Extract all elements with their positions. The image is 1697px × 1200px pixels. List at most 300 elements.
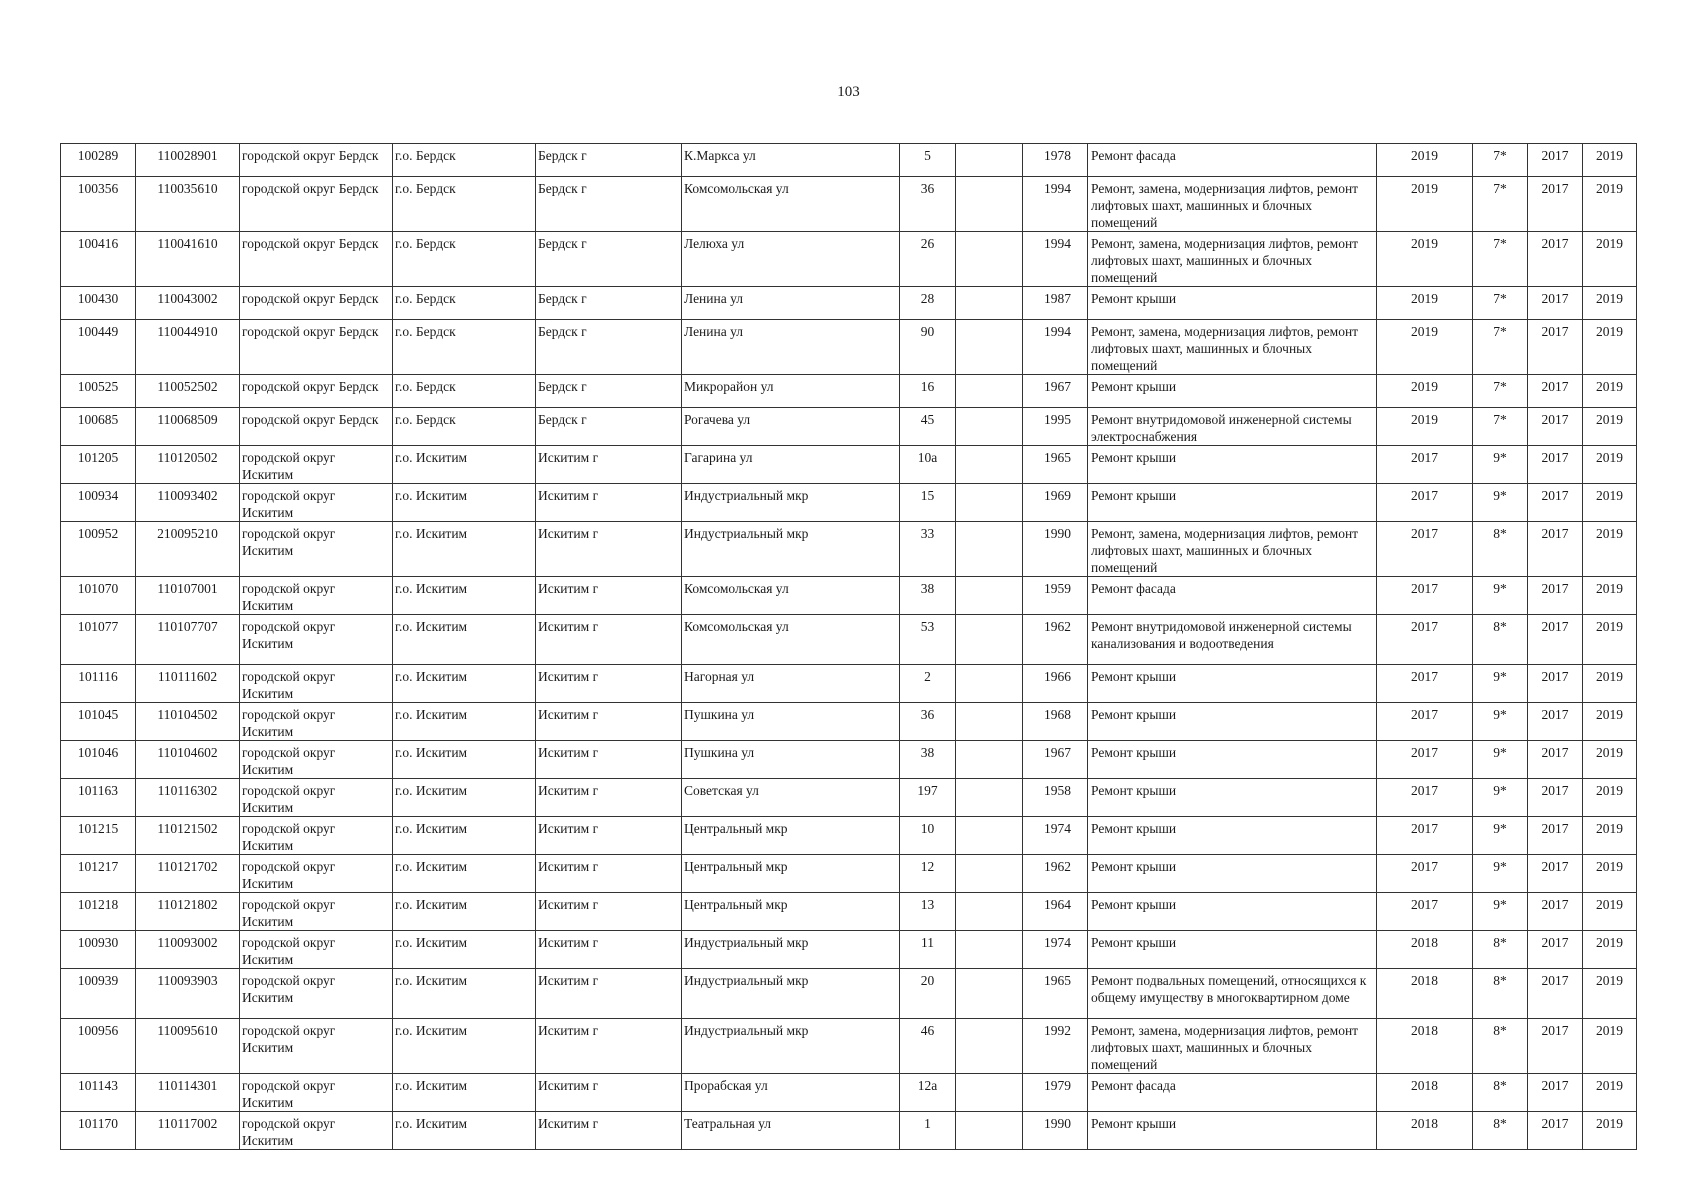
cell-house: 38 <box>900 741 956 779</box>
cell-period-start: 2017 <box>1528 893 1583 931</box>
cell-city: Искитим г <box>536 577 682 615</box>
cell-period-start: 2017 <box>1528 779 1583 817</box>
cell-extra <box>956 287 1023 320</box>
cell-floors: 9* <box>1473 665 1528 703</box>
cell-code: 110117002 <box>136 1112 240 1150</box>
cell-city: Искитим г <box>536 893 682 931</box>
cell-period-end: 2019 <box>1583 577 1637 615</box>
cell-district: городской округ Бердск <box>240 177 393 232</box>
cell-period-end: 2019 <box>1583 817 1637 855</box>
cell-district: городской округ Искитим <box>240 779 393 817</box>
cell-street: К.Маркса ул <box>682 144 900 177</box>
cell-period-start: 2017 <box>1528 232 1583 287</box>
cell-id: 101116 <box>61 665 136 703</box>
cell-district: городской округ Искитим <box>240 931 393 969</box>
cell-id: 100449 <box>61 320 136 375</box>
cell-work-type: Ремонт подвальных помещений, относящихся к общему имуществу в многоквартирном доме <box>1088 969 1377 1019</box>
cell-municipality: г.о. Искитим <box>393 446 536 484</box>
cell-district: городской округ Искитим <box>240 817 393 855</box>
cell-floors: 8* <box>1473 1112 1528 1150</box>
cell-plan-year: 2019 <box>1377 144 1473 177</box>
cell-district: городской округ Бердск <box>240 375 393 408</box>
cell-code: 110095610 <box>136 1019 240 1074</box>
cell-house: 15 <box>900 484 956 522</box>
cell-work-type: Ремонт, замена, модернизация лифтов, ремонт лифтовых шахт, машинных и блочных помещений <box>1088 522 1377 577</box>
cell-street: Комсомольская ул <box>682 177 900 232</box>
cell-district: городской округ Искитим <box>240 1019 393 1074</box>
cell-extra <box>956 817 1023 855</box>
cell-extra <box>956 703 1023 741</box>
cell-work-type: Ремонт крыши <box>1088 1112 1377 1150</box>
cell-work-type: Ремонт крыши <box>1088 287 1377 320</box>
cell-plan-year: 2018 <box>1377 1074 1473 1112</box>
cell-district: городской округ Искитим <box>240 1112 393 1150</box>
cell-municipality: г.о. Искитим <box>393 779 536 817</box>
cell-municipality: г.о. Искитим <box>393 522 536 577</box>
cell-year-built: 1967 <box>1023 375 1088 408</box>
cell-house: 16 <box>900 375 956 408</box>
cell-floors: 9* <box>1473 446 1528 484</box>
cell-district: городской округ Искитим <box>240 484 393 522</box>
cell-extra <box>956 144 1023 177</box>
cell-street: Индустриальный мкр <box>682 1019 900 1074</box>
cell-district: городской округ Искитим <box>240 522 393 577</box>
cell-id: 100525 <box>61 375 136 408</box>
cell-year-built: 1978 <box>1023 144 1088 177</box>
cell-plan-year: 2017 <box>1377 446 1473 484</box>
cell-street: Ленина ул <box>682 320 900 375</box>
cell-year-built: 1967 <box>1023 741 1088 779</box>
cell-plan-year: 2018 <box>1377 969 1473 1019</box>
cell-period-start: 2017 <box>1528 446 1583 484</box>
cell-id: 100685 <box>61 408 136 446</box>
cell-municipality: г.о. Бердск <box>393 320 536 375</box>
cell-house: 45 <box>900 408 956 446</box>
table-row <box>61 931 1637 969</box>
cell-work-type: Ремонт крыши <box>1088 375 1377 408</box>
cell-plan-year: 2017 <box>1377 855 1473 893</box>
cell-municipality: г.о. Искитим <box>393 931 536 969</box>
cell-year-built: 1968 <box>1023 703 1088 741</box>
cell-id: 101170 <box>61 1112 136 1150</box>
cell-period-start: 2017 <box>1528 1112 1583 1150</box>
cell-floors: 8* <box>1473 1074 1528 1112</box>
cell-code: 110107001 <box>136 577 240 615</box>
cell-municipality: г.о. Искитим <box>393 1019 536 1074</box>
cell-extra <box>956 408 1023 446</box>
cell-floors: 9* <box>1473 577 1528 615</box>
cell-year-built: 1958 <box>1023 779 1088 817</box>
cell-city: Искитим г <box>536 969 682 1019</box>
table-row <box>61 408 1637 446</box>
cell-street: Индустриальный мкр <box>682 484 900 522</box>
cell-period-start: 2017 <box>1528 1074 1583 1112</box>
cell-code: 110114301 <box>136 1074 240 1112</box>
cell-house: 46 <box>900 1019 956 1074</box>
table-body <box>61 144 1637 1150</box>
cell-work-type: Ремонт крыши <box>1088 931 1377 969</box>
cell-work-type: Ремонт крыши <box>1088 703 1377 741</box>
cell-id: 101218 <box>61 893 136 931</box>
cell-district: городской округ Искитим <box>240 577 393 615</box>
cell-year-built: 1994 <box>1023 320 1088 375</box>
cell-house: 36 <box>900 703 956 741</box>
cell-work-type: Ремонт крыши <box>1088 665 1377 703</box>
cell-house: 5 <box>900 144 956 177</box>
cell-house: 12а <box>900 1074 956 1112</box>
cell-code: 110052502 <box>136 375 240 408</box>
cell-floors: 9* <box>1473 703 1528 741</box>
cell-extra <box>956 577 1023 615</box>
cell-id: 101077 <box>61 615 136 665</box>
cell-period-start: 2017 <box>1528 577 1583 615</box>
table-row <box>61 615 1637 665</box>
cell-street: Комсомольская ул <box>682 577 900 615</box>
cell-floors: 8* <box>1473 931 1528 969</box>
cell-year-built: 1962 <box>1023 855 1088 893</box>
cell-code: 110068509 <box>136 408 240 446</box>
cell-period-start: 2017 <box>1528 1019 1583 1074</box>
cell-year-built: 1965 <box>1023 969 1088 1019</box>
cell-floors: 8* <box>1473 522 1528 577</box>
cell-city: Искитим г <box>536 446 682 484</box>
cell-plan-year: 2017 <box>1377 615 1473 665</box>
cell-period-start: 2017 <box>1528 931 1583 969</box>
cell-street: Гагарина ул <box>682 446 900 484</box>
cell-house: 11 <box>900 931 956 969</box>
cell-floors: 8* <box>1473 1019 1528 1074</box>
cell-period-end: 2019 <box>1583 703 1637 741</box>
cell-id: 100289 <box>61 144 136 177</box>
cell-period-end: 2019 <box>1583 969 1637 1019</box>
cell-district: городской округ Бердск <box>240 144 393 177</box>
cell-work-type: Ремонт, замена, модернизация лифтов, ремонт лифтовых шахт, машинных и блочных помещений <box>1088 1019 1377 1074</box>
cell-city: Искитим г <box>536 741 682 779</box>
cell-floors: 9* <box>1473 817 1528 855</box>
cell-id: 101217 <box>61 855 136 893</box>
cell-period-start: 2017 <box>1528 741 1583 779</box>
cell-street: Рогачева ул <box>682 408 900 446</box>
cell-plan-year: 2017 <box>1377 741 1473 779</box>
cell-municipality: г.о. Искитим <box>393 665 536 703</box>
cell-code: 210095210 <box>136 522 240 577</box>
cell-extra <box>956 615 1023 665</box>
cell-work-type: Ремонт крыши <box>1088 779 1377 817</box>
cell-period-start: 2017 <box>1528 703 1583 741</box>
cell-street: Пушкина ул <box>682 741 900 779</box>
table-row <box>61 522 1637 577</box>
cell-floors: 9* <box>1473 855 1528 893</box>
cell-municipality: г.о. Искитим <box>393 1112 536 1150</box>
cell-code: 110093903 <box>136 969 240 1019</box>
cell-street: Центральный мкр <box>682 855 900 893</box>
cell-city: Искитим г <box>536 1112 682 1150</box>
cell-municipality: г.о. Бердск <box>393 375 536 408</box>
cell-id: 100956 <box>61 1019 136 1074</box>
cell-house: 33 <box>900 522 956 577</box>
cell-period-end: 2019 <box>1583 931 1637 969</box>
cell-house: 10 <box>900 817 956 855</box>
cell-id: 100930 <box>61 931 136 969</box>
cell-code: 110121502 <box>136 817 240 855</box>
cell-city: Искитим г <box>536 615 682 665</box>
table-row <box>61 375 1637 408</box>
cell-code: 110041610 <box>136 232 240 287</box>
cell-work-type: Ремонт крыши <box>1088 484 1377 522</box>
cell-district: городской округ Бердск <box>240 287 393 320</box>
cell-year-built: 1994 <box>1023 232 1088 287</box>
cell-plan-year: 2017 <box>1377 817 1473 855</box>
cell-year-built: 1965 <box>1023 446 1088 484</box>
cell-municipality: г.о. Искитим <box>393 484 536 522</box>
cell-district: городской округ Искитим <box>240 893 393 931</box>
cell-extra <box>956 779 1023 817</box>
cell-floors: 9* <box>1473 484 1528 522</box>
cell-municipality: г.о. Искитим <box>393 703 536 741</box>
table-row <box>61 577 1637 615</box>
cell-municipality: г.о. Бердск <box>393 177 536 232</box>
cell-plan-year: 2018 <box>1377 1019 1473 1074</box>
cell-plan-year: 2019 <box>1377 375 1473 408</box>
cell-floors: 9* <box>1473 741 1528 779</box>
cell-extra <box>956 320 1023 375</box>
cell-floors: 9* <box>1473 893 1528 931</box>
cell-code: 110093002 <box>136 931 240 969</box>
cell-plan-year: 2017 <box>1377 703 1473 741</box>
cell-id: 100356 <box>61 177 136 232</box>
cell-year-built: 1990 <box>1023 522 1088 577</box>
table-row <box>61 287 1637 320</box>
cell-street: Советская ул <box>682 779 900 817</box>
cell-period-end: 2019 <box>1583 287 1637 320</box>
table-row <box>61 320 1637 375</box>
cell-year-built: 1987 <box>1023 287 1088 320</box>
cell-work-type: Ремонт крыши <box>1088 855 1377 893</box>
cell-extra <box>956 855 1023 893</box>
cell-period-start: 2017 <box>1528 615 1583 665</box>
cell-floors: 7* <box>1473 177 1528 232</box>
housing-repair-table <box>60 143 1637 1150</box>
cell-period-end: 2019 <box>1583 177 1637 232</box>
cell-city: Бердск г <box>536 287 682 320</box>
cell-id: 101163 <box>61 779 136 817</box>
table-row <box>61 446 1637 484</box>
cell-street: Индустриальный мкр <box>682 969 900 1019</box>
cell-street: Микрорайон ул <box>682 375 900 408</box>
cell-street: Лелюха ул <box>682 232 900 287</box>
table-row <box>61 703 1637 741</box>
cell-street: Индустриальный мкр <box>682 522 900 577</box>
cell-id: 100416 <box>61 232 136 287</box>
cell-street: Пушкина ул <box>682 703 900 741</box>
table-row <box>61 741 1637 779</box>
cell-period-end: 2019 <box>1583 408 1637 446</box>
cell-municipality: г.о. Бердск <box>393 287 536 320</box>
cell-municipality: г.о. Искитим <box>393 577 536 615</box>
table-row <box>61 855 1637 893</box>
cell-extra <box>956 1112 1023 1150</box>
cell-plan-year: 2017 <box>1377 484 1473 522</box>
cell-code: 110111602 <box>136 665 240 703</box>
cell-municipality: г.о. Бердск <box>393 408 536 446</box>
cell-plan-year: 2017 <box>1377 522 1473 577</box>
cell-district: городской округ Искитим <box>240 703 393 741</box>
cell-city: Искитим г <box>536 522 682 577</box>
cell-extra <box>956 741 1023 779</box>
cell-city: Искитим г <box>536 779 682 817</box>
cell-period-start: 2017 <box>1528 969 1583 1019</box>
cell-floors: 7* <box>1473 375 1528 408</box>
cell-period-end: 2019 <box>1583 375 1637 408</box>
table-row <box>61 817 1637 855</box>
cell-floors: 8* <box>1473 615 1528 665</box>
cell-work-type: Ремонт, замена, модернизация лифтов, ремонт лифтовых шахт, машинных и блочных помещений <box>1088 177 1377 232</box>
cell-plan-year: 2019 <box>1377 232 1473 287</box>
table-row <box>61 779 1637 817</box>
cell-house: 10а <box>900 446 956 484</box>
cell-extra <box>956 893 1023 931</box>
cell-year-built: 1992 <box>1023 1019 1088 1074</box>
cell-period-start: 2017 <box>1528 522 1583 577</box>
cell-city: Бердск г <box>536 375 682 408</box>
cell-plan-year: 2017 <box>1377 893 1473 931</box>
cell-year-built: 1969 <box>1023 484 1088 522</box>
cell-floors: 7* <box>1473 408 1528 446</box>
cell-municipality: г.о. Искитим <box>393 741 536 779</box>
cell-street: Комсомольская ул <box>682 615 900 665</box>
cell-period-start: 2017 <box>1528 408 1583 446</box>
cell-code: 110121702 <box>136 855 240 893</box>
cell-period-start: 2017 <box>1528 484 1583 522</box>
table-row <box>61 665 1637 703</box>
cell-city: Искитим г <box>536 665 682 703</box>
cell-year-built: 1994 <box>1023 177 1088 232</box>
cell-work-type: Ремонт фасада <box>1088 144 1377 177</box>
cell-year-built: 1966 <box>1023 665 1088 703</box>
cell-district: городской округ Бердск <box>240 408 393 446</box>
table-row <box>61 484 1637 522</box>
cell-city: Искитим г <box>536 931 682 969</box>
cell-plan-year: 2017 <box>1377 577 1473 615</box>
table-row <box>61 969 1637 1019</box>
cell-plan-year: 2019 <box>1377 408 1473 446</box>
cell-city: Бердск г <box>536 320 682 375</box>
table-row <box>61 177 1637 232</box>
cell-period-end: 2019 <box>1583 446 1637 484</box>
cell-id: 101046 <box>61 741 136 779</box>
cell-id: 101215 <box>61 817 136 855</box>
cell-house: 53 <box>900 615 956 665</box>
cell-municipality: г.о. Искитим <box>393 817 536 855</box>
cell-street: Нагорная ул <box>682 665 900 703</box>
cell-work-type: Ремонт, замена, модернизация лифтов, ремонт лифтовых шахт, машинных и блочных помещений <box>1088 320 1377 375</box>
cell-district: городской округ Искитим <box>240 969 393 1019</box>
cell-year-built: 1964 <box>1023 893 1088 931</box>
cell-code: 110107707 <box>136 615 240 665</box>
cell-extra <box>956 1074 1023 1112</box>
cell-period-end: 2019 <box>1583 665 1637 703</box>
cell-code: 110121802 <box>136 893 240 931</box>
cell-year-built: 1974 <box>1023 817 1088 855</box>
cell-district: городской округ Искитим <box>240 855 393 893</box>
cell-code: 110035610 <box>136 177 240 232</box>
cell-house: 26 <box>900 232 956 287</box>
cell-id: 101070 <box>61 577 136 615</box>
table-row <box>61 232 1637 287</box>
table-row <box>61 1112 1637 1150</box>
cell-work-type: Ремонт крыши <box>1088 446 1377 484</box>
cell-year-built: 1959 <box>1023 577 1088 615</box>
cell-city: Бердск г <box>536 177 682 232</box>
cell-house: 197 <box>900 779 956 817</box>
cell-floors: 8* <box>1473 969 1528 1019</box>
cell-city: Искитим г <box>536 1019 682 1074</box>
cell-period-start: 2017 <box>1528 665 1583 703</box>
table-row <box>61 893 1637 931</box>
cell-house: 38 <box>900 577 956 615</box>
cell-period-start: 2017 <box>1528 287 1583 320</box>
cell-district: городской округ Бердск <box>240 232 393 287</box>
cell-id: 100430 <box>61 287 136 320</box>
cell-city: Искитим г <box>536 703 682 741</box>
cell-municipality: г.о. Искитим <box>393 969 536 1019</box>
cell-house: 2 <box>900 665 956 703</box>
cell-id: 101045 <box>61 703 136 741</box>
cell-code: 110104602 <box>136 741 240 779</box>
cell-city: Искитим г <box>536 484 682 522</box>
cell-street: Индустриальный мкр <box>682 931 900 969</box>
cell-city: Бердск г <box>536 144 682 177</box>
cell-municipality: г.о. Искитим <box>393 893 536 931</box>
cell-city: Бердск г <box>536 232 682 287</box>
cell-period-end: 2019 <box>1583 1019 1637 1074</box>
cell-year-built: 1979 <box>1023 1074 1088 1112</box>
cell-code: 110116302 <box>136 779 240 817</box>
cell-extra <box>956 931 1023 969</box>
cell-period-end: 2019 <box>1583 893 1637 931</box>
cell-plan-year: 2019 <box>1377 287 1473 320</box>
cell-street: Центральный мкр <box>682 893 900 931</box>
table-row <box>61 1074 1637 1112</box>
cell-period-end: 2019 <box>1583 522 1637 577</box>
cell-year-built: 1962 <box>1023 615 1088 665</box>
cell-floors: 7* <box>1473 320 1528 375</box>
cell-district: городской округ Искитим <box>240 741 393 779</box>
cell-period-start: 2017 <box>1528 177 1583 232</box>
cell-period-end: 2019 <box>1583 232 1637 287</box>
cell-period-start: 2017 <box>1528 817 1583 855</box>
cell-municipality: г.о. Искитим <box>393 615 536 665</box>
cell-period-start: 2017 <box>1528 144 1583 177</box>
cell-work-type: Ремонт крыши <box>1088 893 1377 931</box>
cell-floors: 7* <box>1473 232 1528 287</box>
cell-street: Театральная ул <box>682 1112 900 1150</box>
cell-period-end: 2019 <box>1583 320 1637 375</box>
cell-floors: 9* <box>1473 779 1528 817</box>
cell-year-built: 1990 <box>1023 1112 1088 1150</box>
cell-house: 13 <box>900 893 956 931</box>
cell-year-built: 1995 <box>1023 408 1088 446</box>
cell-work-type: Ремонт фасада <box>1088 577 1377 615</box>
cell-extra <box>956 446 1023 484</box>
cell-house: 28 <box>900 287 956 320</box>
cell-period-start: 2017 <box>1528 855 1583 893</box>
cell-period-end: 2019 <box>1583 144 1637 177</box>
cell-work-type: Ремонт, замена, модернизация лифтов, ремонт лифтовых шахт, машинных и блочных помещений <box>1088 232 1377 287</box>
cell-id: 101205 <box>61 446 136 484</box>
cell-code: 110044910 <box>136 320 240 375</box>
cell-plan-year: 2017 <box>1377 779 1473 817</box>
